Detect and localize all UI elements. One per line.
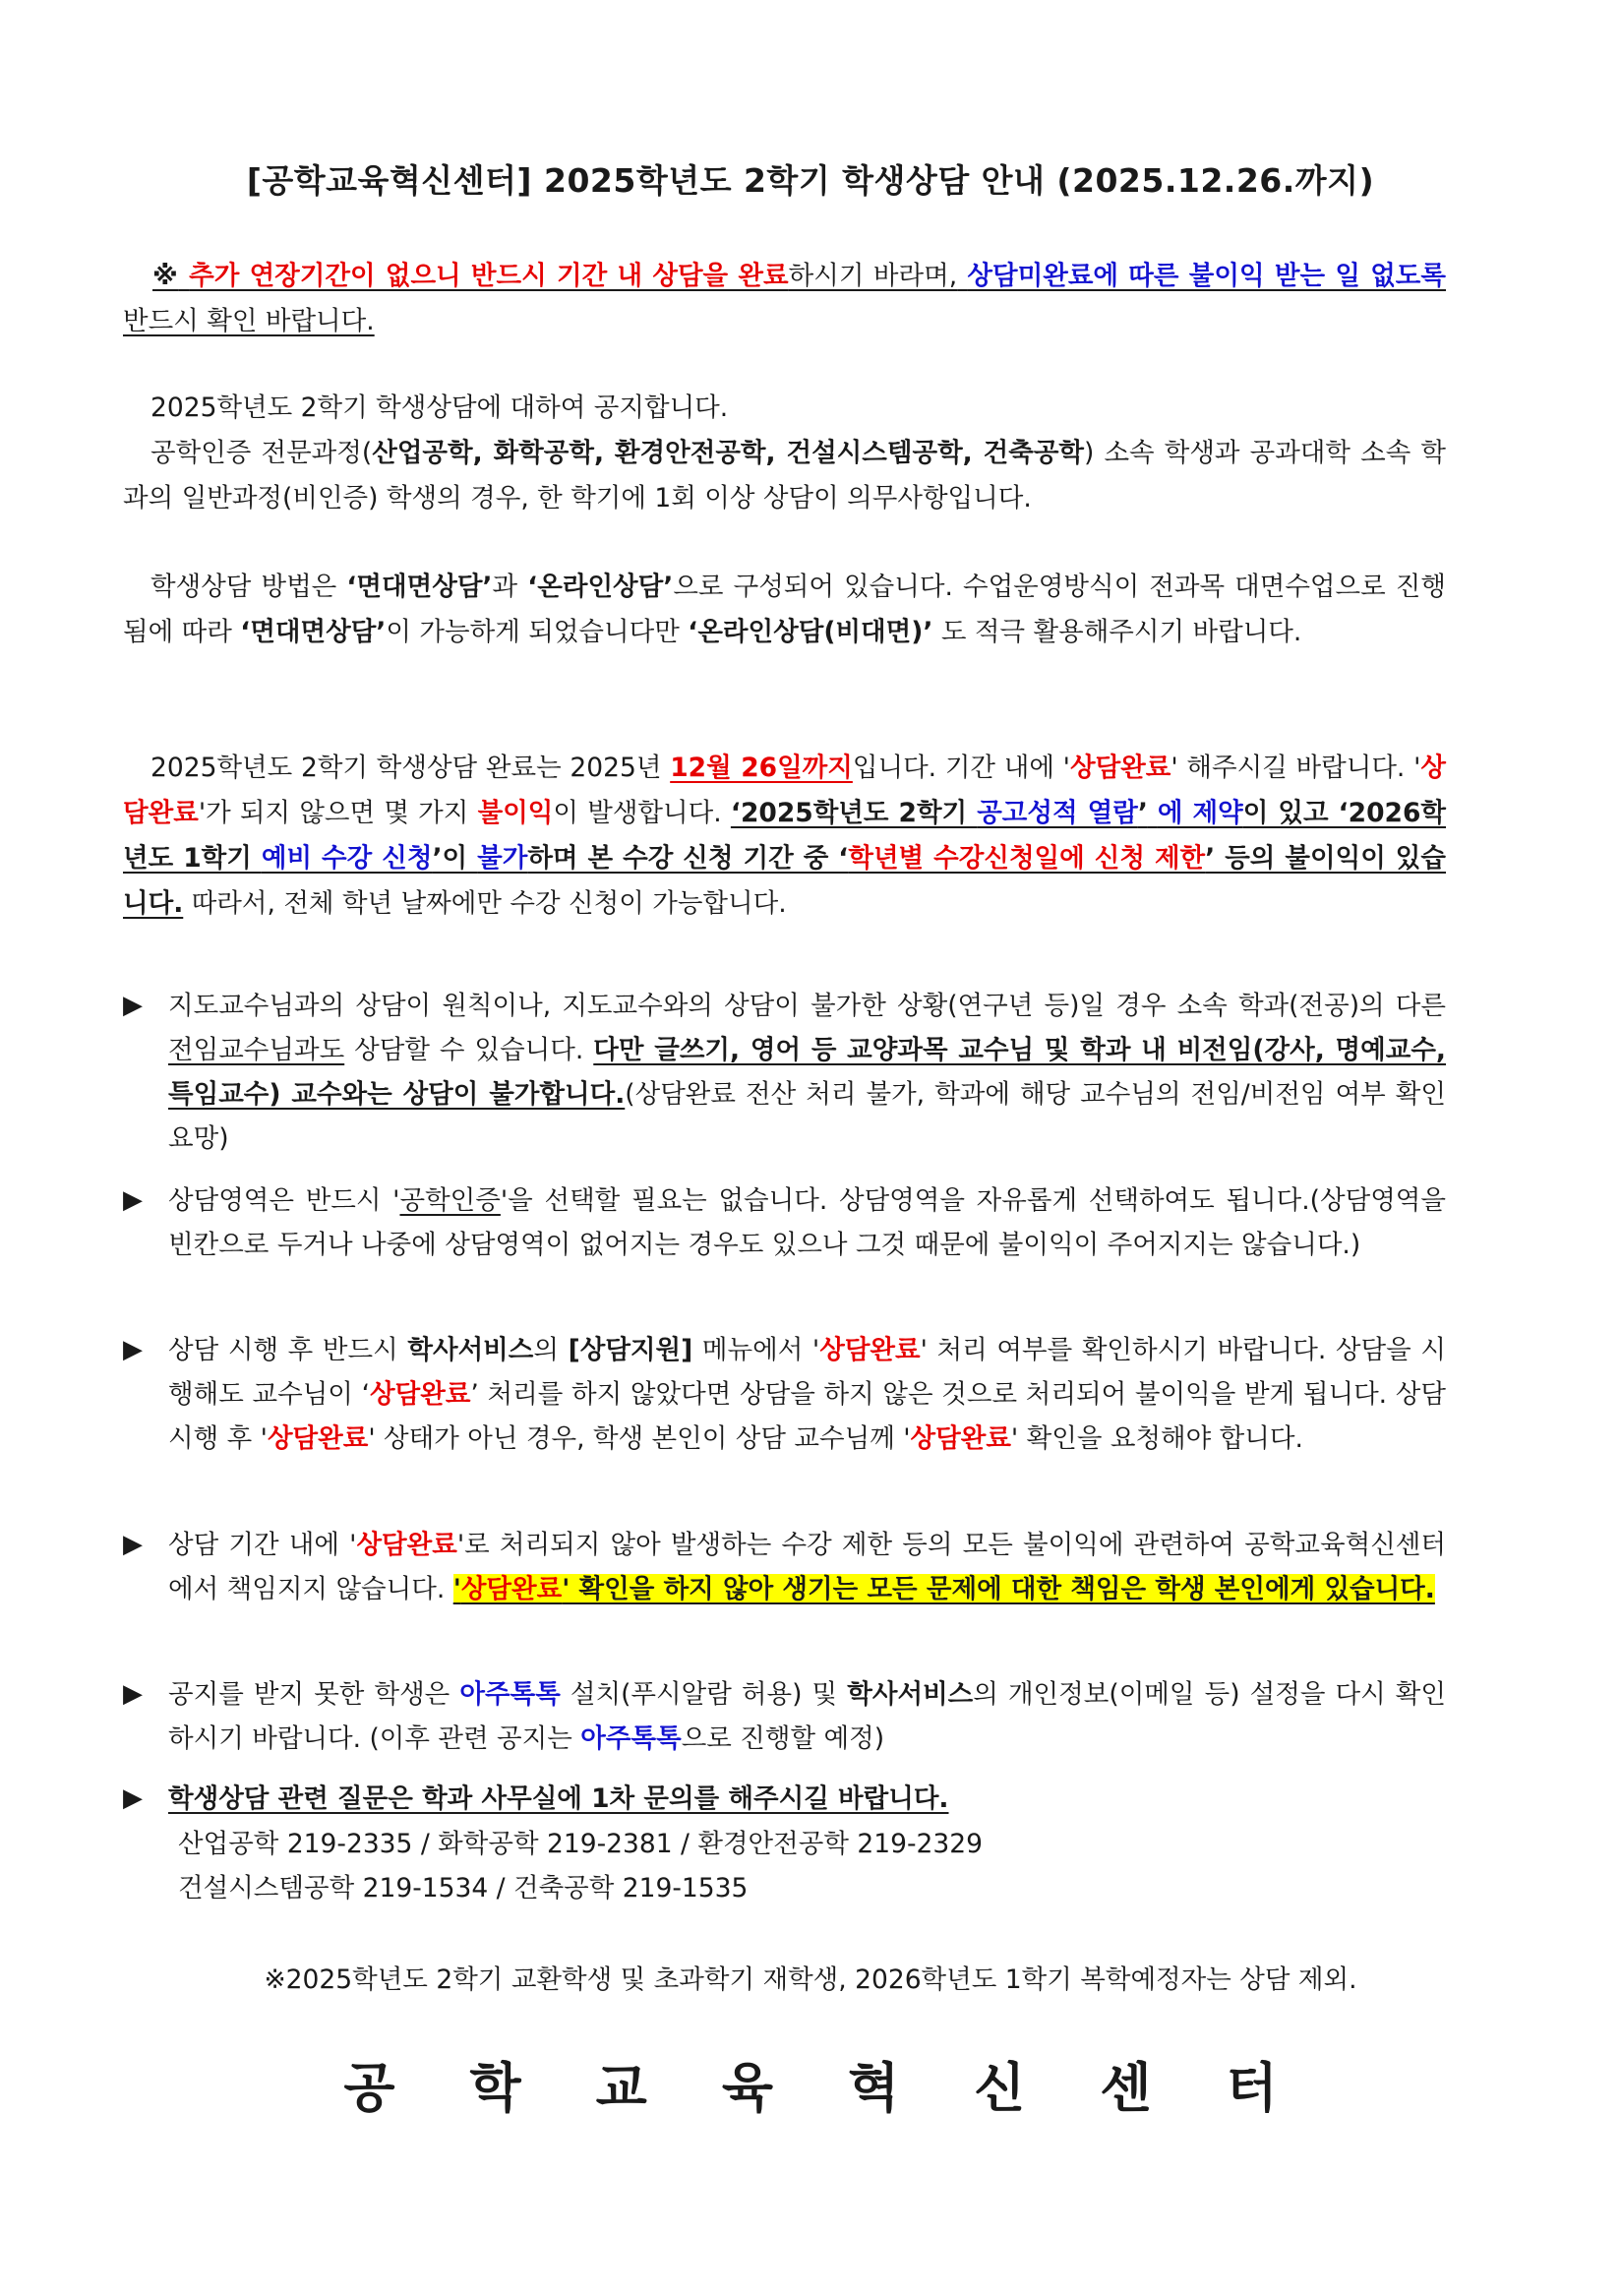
deadline-f4: ’이 [432, 843, 478, 874]
bullet-arrow-icon: ▶ [123, 1783, 143, 1813]
method-text-d: 으로 구성되어 있습니다. 수업운영방식이 전과목 대면수업으로 진행됨에 따라 [123, 572, 1446, 647]
notice-mid-text: 하시기 바라며, [788, 261, 958, 291]
intro-text-a: 공학인증 전문과정( [150, 438, 373, 468]
bullet-arrow-icon: ▶ [123, 1335, 143, 1364]
document-title: [공학교육혁신센터] 2025학년도 2학기 학생상담 안내 (2025.12.26.까지) [246, 161, 1375, 200]
b3-text-f: ' 상태가 아닌 경우, 학생 본인이 상담 교수님께 ' [368, 1423, 911, 1454]
b1-text-a: 지도교수님과의 상담이 원칙이나, 지도교수와의 상담이 불가한 상황(연구년 등)일 경우 소속 학과(전공)의 다른 [168, 991, 1446, 1021]
notice-mark: ※ [152, 261, 179, 291]
signature-char: 혁 [848, 2057, 900, 2119]
notice-end-text: 반드시 확인 바랍니다. [123, 306, 375, 336]
b3-done-2: 상담완료 [370, 1379, 471, 1410]
deadline-done-1: 상담완료 [1069, 753, 1171, 783]
bullet-responsibility [123, 1523, 1446, 1611]
b4-hl-quote: ' [452, 1574, 461, 1604]
deadline-f5: 하며 본 수강 신청 기간 중 ‘ [527, 843, 849, 874]
contact-line-1: 산업공학 219-2335 / 화학공학 219-2381 / 환경안전공학 219-2329 [178, 1829, 983, 1859]
b4-done: 상담완료 [356, 1530, 457, 1560]
signature-char: 학 [469, 2057, 521, 2119]
contact-line-2: 건설시스템공학 219-1534 / 건축공학 219-1535 [178, 1873, 749, 1903]
b3-academic-service: 학사서비스 [407, 1335, 534, 1365]
notice-paragraph [123, 254, 1446, 344]
b3-text-g: ' 확인을 요청해야 합니다. [1010, 1423, 1303, 1454]
intro-requirement [123, 431, 1446, 521]
method-text-f: 도 적극 활용해주시기 바랍니다. [932, 617, 1302, 647]
b4-text-a: 상담 기간 내에 ' [168, 1530, 357, 1560]
b5-text-c: 의 개인정보(이메일 등) 설정을 다시 확인하시기 바랍니다. (이후 관련 공지는 [168, 1679, 1447, 1754]
b2-text-a: 상담영역은 반드시 ' [168, 1185, 400, 1216]
signature-char: 신 [974, 2057, 1026, 2119]
deadline-text-a: 2025학년도 2학기 학생상담 완료는 2025년 [150, 753, 671, 783]
b5-academic-service: 학사서비스 [847, 1679, 974, 1710]
certified-departments: 산업공학, 화학공학, 환경안전공학, 건설시스템공학, 건축공학 [372, 438, 1085, 468]
method-paragraph [123, 565, 1446, 655]
b3-done-1: 상담완료 [819, 1335, 921, 1365]
deadline-f3: 이 있고 ‘2026학년도 1학기 [123, 798, 1447, 874]
b2-cert: 공학인증 [399, 1185, 501, 1216]
b6-text: 학생상담 관련 질문은 학과 사무실에 1차 문의를 해주시길 바랍니다. [168, 1783, 949, 1814]
bullet-area [123, 1178, 1446, 1267]
signature-char: 공 [343, 2057, 395, 2119]
b2-text-b: '을 선택할 필요는 없습니다. 상담영역을 자유롭게 선택하여도 됩니다.(상담영역을 빈칸으로 두거나 나중에 상담영역이 없어지는 경우도 있으나 그것 때문에 불이익이 주어지지는 않습니다.) [168, 1185, 1447, 1260]
deadline-penalty: 불이익 [477, 798, 554, 828]
b4-hl-text: ' 확인을 하지 않아 생기는 모든 문제에 대한 책임은 학생 본인에게 있습니다. [562, 1574, 1435, 1604]
contact-list [178, 1822, 983, 1910]
b5-text-d: 으로 진행할 예정) [681, 1723, 885, 1754]
method-text-e: 이 가능하게 되었습니다만 [386, 617, 689, 647]
b3-text-e: ’ 처리를 하지 않았다면 상담을 하지 않은 것으로 처리되어 불이익을 받게 됩니다. 상담 시행 후 ' [168, 1379, 1446, 1454]
method-text-c: 과 [492, 572, 528, 602]
deadline-f1-end: ’ [1137, 798, 1148, 828]
intro-line: 2025학년도 2학기 학생상담에 대하여 공지합니다. [150, 393, 729, 423]
bullet-confirm [123, 1328, 1446, 1461]
bullet-advisor [123, 984, 1446, 1161]
intro-text-b: ) 소속 학생과 공과대학 소속 학과의 일반과정(비인증) 학생의 경우, 한 학기에 1회 이상 상담이 의무사항입니다. [123, 438, 1446, 514]
method-online-nonface: ‘온라인상담(비대면)’ [688, 617, 933, 647]
bullet-arrow-icon: ▶ [123, 1530, 143, 1559]
b3-text-b: 의 [533, 1335, 569, 1365]
signature-char: 육 [721, 2057, 773, 2119]
b1-text-b: 상담할 수 있습니다. [344, 1035, 594, 1065]
b4-text-b: '로 처리되지 않아 발생하는 수강 제한 등의 모든 불이익에 관련하여 공학교육혁신센터에서 책임지지 않습니다. [168, 1530, 1446, 1604]
b1-restriction: 다만 글쓰기, 영어 등 교양과목 교수님 및 학과 내 비전임(강사, 명예교수, 특임교수) 교수와는 상담이 불가합니다. [168, 1035, 1446, 1110]
b3-text-a: 상담 시행 후 반드시 [168, 1335, 408, 1365]
deadline-f6: ’ 등의 불이익이 있습니다. [123, 843, 1446, 919]
deadline-f1: ‘2025학년도 2학기 [730, 798, 978, 828]
bullet-arrow-icon: ▶ [123, 1679, 143, 1709]
notice-blue-text: 상담미완료에 따른 불이익 받는 일 없도록 [967, 261, 1446, 291]
b5-ajou-toktok-1: 아주톡톡 [459, 1679, 561, 1710]
deadline-text-b: 입니다. 기간 내에 ' [852, 753, 1070, 783]
deadline-grade-view: 공고성적 열람 [977, 798, 1138, 828]
b4-hl-done: 상담완료 [460, 1574, 563, 1604]
signature-char: 교 [595, 2057, 647, 2119]
b5-text-b: 설치(푸시알람 허용) 및 [560, 1679, 848, 1710]
deadline-pre-registration: 예비 수강 신청 [261, 843, 433, 874]
signature-char: 센 [1100, 2057, 1152, 2119]
method-online: ‘온라인상담’ [527, 572, 674, 602]
exclusion-footnote: ※2025학년도 2학기 교환학생 및 초과학기 재학생, 2026학년도 1학기 복학예정자는 상담 제외. [264, 1964, 1357, 1995]
b1-text-c: (상담완료 전산 처리 불가, 학과에 해당 교수님의 전임/비전임 여부 확인 요망) [168, 1079, 1446, 1154]
bullet-arrow-icon: ▶ [123, 1185, 143, 1215]
b3-done-3: 상담완료 [267, 1423, 369, 1454]
b5-ajou-toktok-2: 아주톡톡 [580, 1723, 682, 1754]
b3-counsel-menu: [상담지원] [568, 1335, 693, 1365]
b3-text-d: ' 처리 여부를 확인하시기 바랍니다. 상담을 시행해도 교수님이 ‘ [168, 1335, 1446, 1410]
deadline-text-e: 이 발생합니다. [553, 798, 731, 828]
b1-fulltime: 전임교수님과도 [168, 1035, 345, 1065]
intro-paragraph [123, 386, 1446, 521]
deadline-restriction: 에 제약 [1157, 798, 1243, 828]
notice-red-text: 추가 연장기간이 없으니 반드시 기간 내 상담을 완료 [189, 261, 789, 291]
center-signature [0, 2046, 1621, 2122]
method-text-a: 학생상담 방법은 [150, 572, 347, 602]
bullet-app [123, 1672, 1446, 1761]
method-face-to-face-2: ‘면대면상담’ [240, 617, 387, 647]
deadline-text-d: '가 되지 않으면 몇 가지 [198, 798, 478, 828]
method-face-to-face: ‘면대면상담’ [346, 572, 493, 602]
signature-char: 터 [1226, 2057, 1278, 2119]
deadline-paragraph [123, 746, 1446, 927]
deadline-done-2: 상담완료 [123, 753, 1446, 828]
bullet-arrow-icon: ▶ [123, 991, 143, 1020]
deadline-text-g: 따라서, 전체 학년 날짜에만 수강 신청이 가능합니다. [183, 888, 787, 919]
deadline-registration-limit: 학년별 수강신청일에 신청 제한 [848, 843, 1206, 874]
deadline-date: 12월 26일까지 [670, 753, 853, 783]
deadline-not-allowed: 불가 [477, 843, 528, 874]
b3-text-c: 메뉴에서 ' [692, 1335, 820, 1365]
b3-done-4: 상담완료 [910, 1423, 1011, 1454]
deadline-text-c: ' 해주시길 바랍니다. ' [1171, 753, 1421, 783]
b5-text-a: 공지를 받지 못한 학생은 [168, 1679, 460, 1710]
bullet-questions [123, 1777, 1446, 1821]
